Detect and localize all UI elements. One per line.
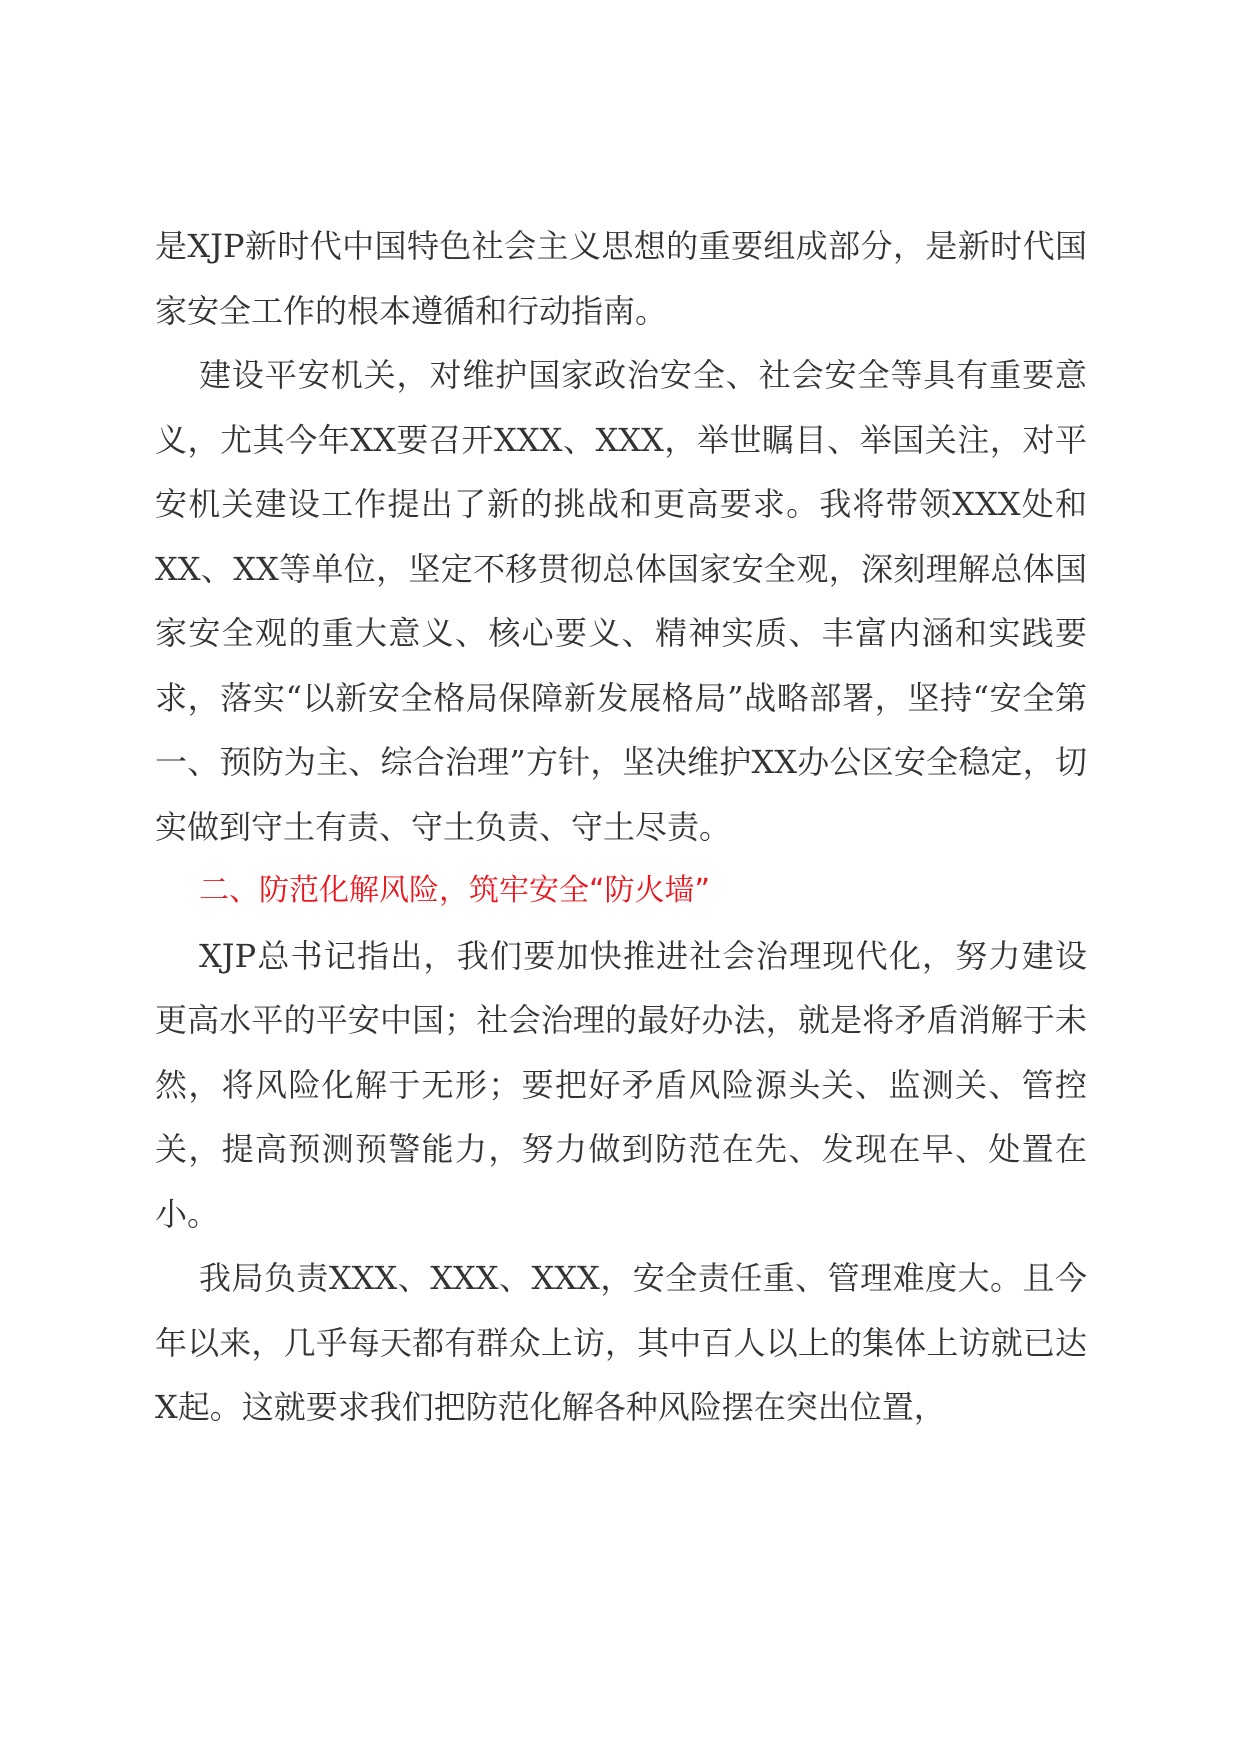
- paragraph-safe-agency: 建设平安机关，对维护国家政治安全、社会安全等具有重要意义，尤其今年XX要召开XXX、XXX，举世瞩目、举国关注，对平安机关建设工作提出了新的挑战和更高要求。我将带领XXX处和XX、XX等单位，坚定不移贯彻总体国家安全观，深刻理解总体国家安全观的重大意义、核心要义、精神实质、丰富内涵和实践要求，落实“以新安全格局保障新发展格局”战略部署，坚持“安全第一、预防为主、综合治理”方针，坚决维护XX办公区安全稳定，切实做到守土有责、守土负责、守土尽责。: [155, 356, 1087, 846]
- section-heading-risk-prevention: 二、防范化解风险，筑牢安全“防火墙”: [199, 873, 711, 908]
- document-body: [155, 214, 1087, 1440]
- paragraph-social-governance: XJP总书记指出，我们要加快推进社会治理现代化，努力建设更高水平的平安中国；社会治理的最好办法，就是将矛盾消解于未然，将风险化解于无形；要把好矛盾风险源头关、监测关、管控关，提高预测预警能力，努力做到防范在先、发现在早、处置在小。: [155, 936, 1087, 1233]
- paragraph-bureau-responsibility: 我局负责XXX、XXX、XXX，安全责任重、管理难度大。且今年以来，几乎每天都有群众上访，其中百人以上的集体上访就已达X起。这就要求我们把防范化解各种风险摆在突出位置，: [155, 1259, 1087, 1426]
- paragraph-continuation: 是XJP新时代中国特色社会主义思想的重要组成部分，是新时代国家安全工作的根本遵循和行动指南。: [155, 227, 1087, 330]
